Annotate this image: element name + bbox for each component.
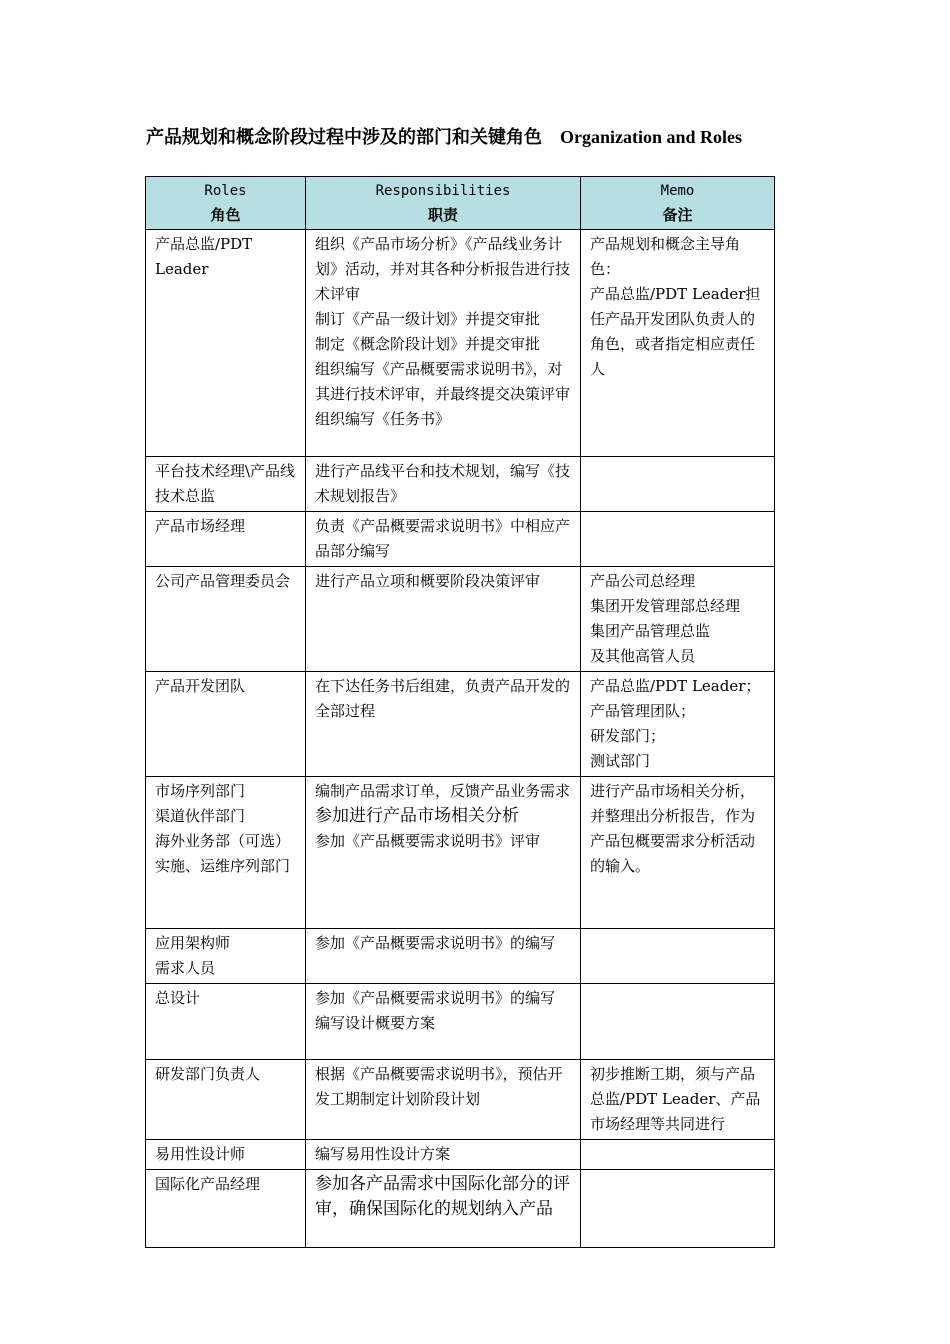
header-memo-zh: 备注 bbox=[662, 206, 693, 224]
responsibility-cell bbox=[306, 567, 581, 672]
memo-text: 产品总监/PDT Leader担任产品开发团队负责人的角色，或者指定相应责任人 bbox=[590, 285, 761, 378]
resp-text: 组织编写《任务书》 bbox=[315, 410, 451, 428]
responsibility-cell bbox=[306, 984, 581, 1060]
table-header-row bbox=[146, 177, 775, 230]
resp-text: 进行产品线平台和技术规划，编写《技术规划报告》 bbox=[315, 462, 571, 505]
resp-text: 在下达任务书后组建，负责产品开发的全部过程 bbox=[315, 677, 571, 720]
memo-text: 产品总监/PDT Leader； bbox=[590, 677, 761, 695]
memo-cell bbox=[581, 929, 775, 984]
roles-table bbox=[145, 176, 775, 1248]
resp-text: 编写易用性设计方案 bbox=[315, 1145, 451, 1163]
responsibility-cell bbox=[306, 512, 581, 567]
memo-cell bbox=[581, 457, 775, 512]
table-row bbox=[146, 672, 775, 777]
role-text: 实施、运维序列部门 bbox=[155, 857, 291, 875]
responsibility-cell bbox=[306, 1060, 581, 1140]
header-roles bbox=[146, 177, 306, 230]
memo-text: 及其他高管人员 bbox=[590, 647, 696, 665]
role-cell bbox=[146, 567, 306, 672]
resp-text: 负责《产品概要需求说明书》中相应产品部分编写 bbox=[315, 517, 571, 560]
header-memo-en: Memo bbox=[660, 183, 695, 199]
role-text: 产品总监/PDT Leader bbox=[155, 235, 253, 278]
memo-text: 集团产品管理总监 bbox=[590, 622, 711, 640]
responsibility-cell bbox=[306, 672, 581, 777]
table-row bbox=[146, 457, 775, 512]
responsibility-cell bbox=[306, 457, 581, 512]
role-cell bbox=[146, 984, 306, 1060]
responsibility-cell bbox=[306, 230, 581, 457]
resp-text: 组织《产品市场分析》《产品线业务计划》活动，并对其各种分析报告进行技术评审 bbox=[315, 235, 571, 303]
page-title: 产品规划和概念阶段过程中涉及的部门和关键角色 Organization and Roles bbox=[146, 127, 743, 147]
role-text: 公司产品管理委员会 bbox=[155, 572, 291, 590]
role-cell bbox=[146, 929, 306, 984]
resp-text: 制订《产品一级计划》并提交审批 bbox=[315, 310, 541, 328]
resp-text: 参加《产品概要需求说明书》评审 bbox=[315, 832, 541, 850]
role-text: 渠道伙伴部门 bbox=[155, 807, 246, 825]
responsibility-cell bbox=[306, 1140, 581, 1170]
table-body bbox=[146, 230, 775, 1248]
table-row bbox=[146, 929, 775, 984]
memo-text: 测试部门 bbox=[590, 752, 651, 770]
header-responsibilities-en: Responsibilities bbox=[375, 183, 511, 199]
resp-text: 编制产品需求订单，反馈产品业务需求 bbox=[315, 782, 571, 800]
role-text: 国际化产品经理 bbox=[155, 1175, 261, 1193]
memo-text: 产品公司总经理 bbox=[590, 572, 696, 590]
resp-text: 进行产品立项和概要阶段决策评审 bbox=[315, 572, 541, 590]
table-row bbox=[146, 567, 775, 672]
resp-text: 组织编写《产品概要需求说明书》，对其进行技术评审，并最终提交决策评审 bbox=[315, 360, 571, 403]
role-text: 产品市场经理 bbox=[155, 517, 246, 535]
memo-text: 研发部门； bbox=[590, 727, 666, 745]
role-text: 平台技术经理\产品线技术总监 bbox=[155, 462, 296, 505]
resp-text: 参加各产品需求中国际化部分的评审，确保国际化的规划纳入产品 bbox=[315, 1174, 570, 1219]
role-cell bbox=[146, 1140, 306, 1170]
memo-cell bbox=[581, 230, 775, 457]
memo-text: 产品管理团队； bbox=[590, 702, 696, 720]
role-cell bbox=[146, 457, 306, 512]
table-row bbox=[146, 1170, 775, 1248]
responsibility-cell bbox=[306, 1170, 581, 1248]
resp-text: 参加进行产品市场相关分析 bbox=[315, 806, 519, 826]
memo-text: 产品规划和概念主导角色： bbox=[590, 235, 741, 278]
resp-text: 制定《概念阶段计划》并提交审批 bbox=[315, 335, 541, 353]
memo-cell bbox=[581, 1140, 775, 1170]
memo-cell bbox=[581, 984, 775, 1060]
table-row bbox=[146, 1140, 775, 1170]
memo-text: 集团开发管理部总经理 bbox=[590, 597, 741, 615]
memo-text: 进行产品市场相关分析，并整理出分析报告，作为产品包概要需求分析活动的输入。 bbox=[590, 782, 756, 875]
header-roles-zh: 角色 bbox=[210, 206, 241, 224]
role-cell bbox=[146, 1170, 306, 1248]
table-row bbox=[146, 230, 775, 457]
table-row bbox=[146, 984, 775, 1060]
role-text: 海外业务部（可选） bbox=[155, 832, 291, 850]
role-cell bbox=[146, 672, 306, 777]
role-text: 产品开发团队 bbox=[155, 677, 246, 695]
role-cell bbox=[146, 1060, 306, 1140]
header-roles-en: Roles bbox=[204, 183, 247, 199]
resp-text: 编写设计概要方案 bbox=[315, 1014, 436, 1032]
memo-cell bbox=[581, 1170, 775, 1248]
table-row bbox=[146, 777, 775, 929]
memo-cell bbox=[581, 777, 775, 929]
resp-text: 参加《产品概要需求说明书》的编写 bbox=[315, 934, 556, 952]
role-text: 市场序列部门 bbox=[155, 782, 246, 800]
role-text: 应用架构师 bbox=[155, 934, 231, 952]
memo-cell bbox=[581, 567, 775, 672]
resp-text: 根据《产品概要需求说明书》，预估开发工期制定计划阶段计划 bbox=[315, 1065, 563, 1108]
role-text: 需求人员 bbox=[155, 959, 216, 977]
responsibility-cell bbox=[306, 777, 581, 929]
memo-text: 初步推断工期，须与产品总监/PDT Leader、产品市场经理等共同进行 bbox=[590, 1065, 761, 1133]
memo-cell bbox=[581, 672, 775, 777]
header-responsibilities bbox=[306, 177, 581, 230]
memo-cell bbox=[581, 1060, 775, 1140]
responsibility-cell bbox=[306, 929, 581, 984]
header-memo bbox=[581, 177, 775, 230]
role-text: 总设计 bbox=[155, 989, 201, 1007]
role-text: 易用性设计师 bbox=[155, 1145, 246, 1163]
role-cell bbox=[146, 777, 306, 929]
memo-cell bbox=[581, 512, 775, 567]
role-cell bbox=[146, 230, 306, 457]
table-row bbox=[146, 512, 775, 567]
resp-text: 参加《产品概要需求说明书》的编写 bbox=[315, 989, 556, 1007]
header-responsibilities-zh: 职责 bbox=[427, 206, 458, 224]
role-text: 研发部门负责人 bbox=[155, 1065, 261, 1083]
table-row bbox=[146, 1060, 775, 1140]
role-cell bbox=[146, 512, 306, 567]
